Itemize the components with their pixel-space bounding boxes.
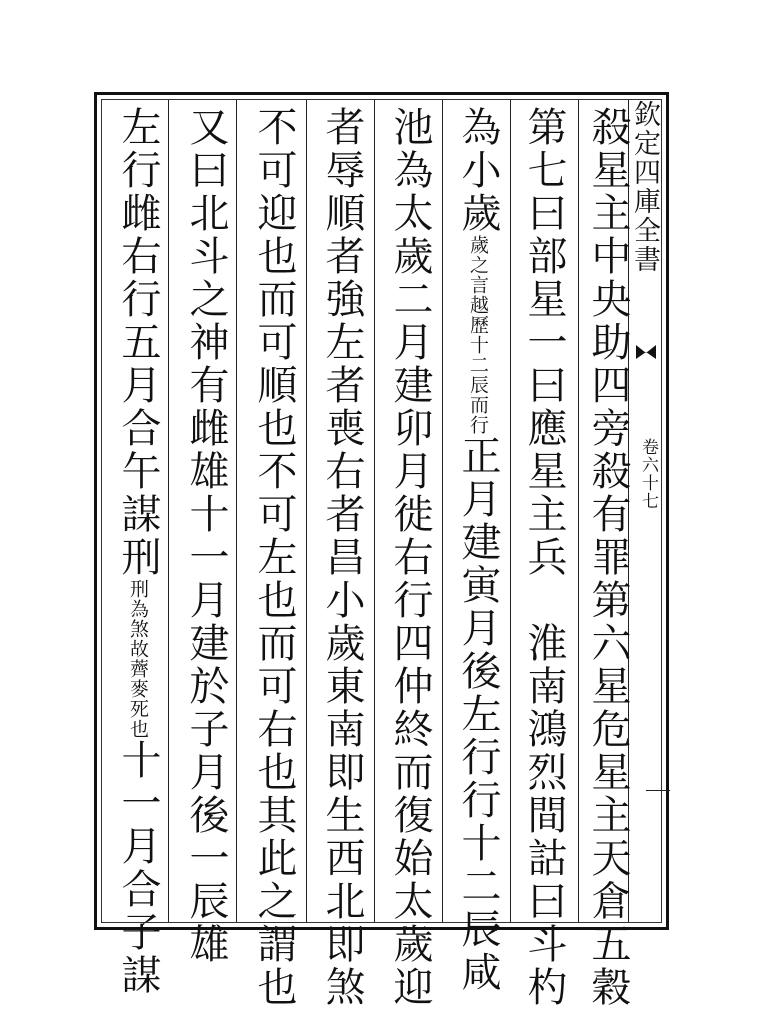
fish-tail-mark-icon <box>632 338 660 366</box>
text-column-4 <box>384 106 436 1009</box>
edge-mark <box>646 790 670 791</box>
column-text: 為小歲 <box>455 106 501 235</box>
column-rule <box>510 100 511 922</box>
note-line-right: 歲之言越 <box>467 235 489 315</box>
text-column-7 <box>180 106 232 966</box>
interlinear-note <box>127 579 149 739</box>
column-text: 第七曰部星一曰應星主兵 淮南鴻烈間詁曰斗杓 <box>521 106 567 1009</box>
column-text: 者辱順者強左者喪右者昌小歲東南即生西北即煞 <box>319 106 365 1009</box>
note-line-extra: 歷 <box>467 315 489 335</box>
text-column-5 <box>316 106 368 1009</box>
book-title-banner: 欽定四庫全書 <box>629 100 660 274</box>
column-rule <box>168 100 169 922</box>
note-line-right: 刑為煞故 <box>127 579 149 659</box>
column-text: 池為太歲二月建卯月徙右行四仲終而復始太歲迎 <box>387 106 433 1009</box>
column-rule <box>236 100 237 922</box>
column-text: 十一月合子謀 <box>115 739 161 997</box>
text-column-3 <box>452 106 504 994</box>
text-column-1 <box>582 106 634 1009</box>
column-text: 左行雌右行五月合午謀刑 <box>115 106 161 579</box>
note-line-left: 十二辰而行 <box>467 335 489 435</box>
column-rule <box>306 100 307 922</box>
note-line-left: 薺麥死也 <box>127 659 149 739</box>
column-text: 不可迎也而可順也不可左也而可右也其此之謂也 <box>251 106 297 1009</box>
column-text: 又曰北斗之神有雌雄十一月建於子月後一辰雄 <box>183 106 229 966</box>
text-column-8 <box>112 106 164 997</box>
column-text: 正月建寅月後左行行十二辰咸 <box>455 435 501 994</box>
interlinear-note <box>467 235 489 435</box>
column-text: 殺星主中央助四旁殺有罪第六星危星主天倉五穀 <box>585 106 631 1009</box>
column-rule <box>374 100 375 922</box>
text-column-2 <box>518 106 570 1009</box>
chapter-label: 卷六十七 <box>638 438 658 510</box>
text-column-6 <box>248 106 300 1009</box>
column-rule <box>578 100 579 922</box>
column-rule <box>442 100 443 922</box>
